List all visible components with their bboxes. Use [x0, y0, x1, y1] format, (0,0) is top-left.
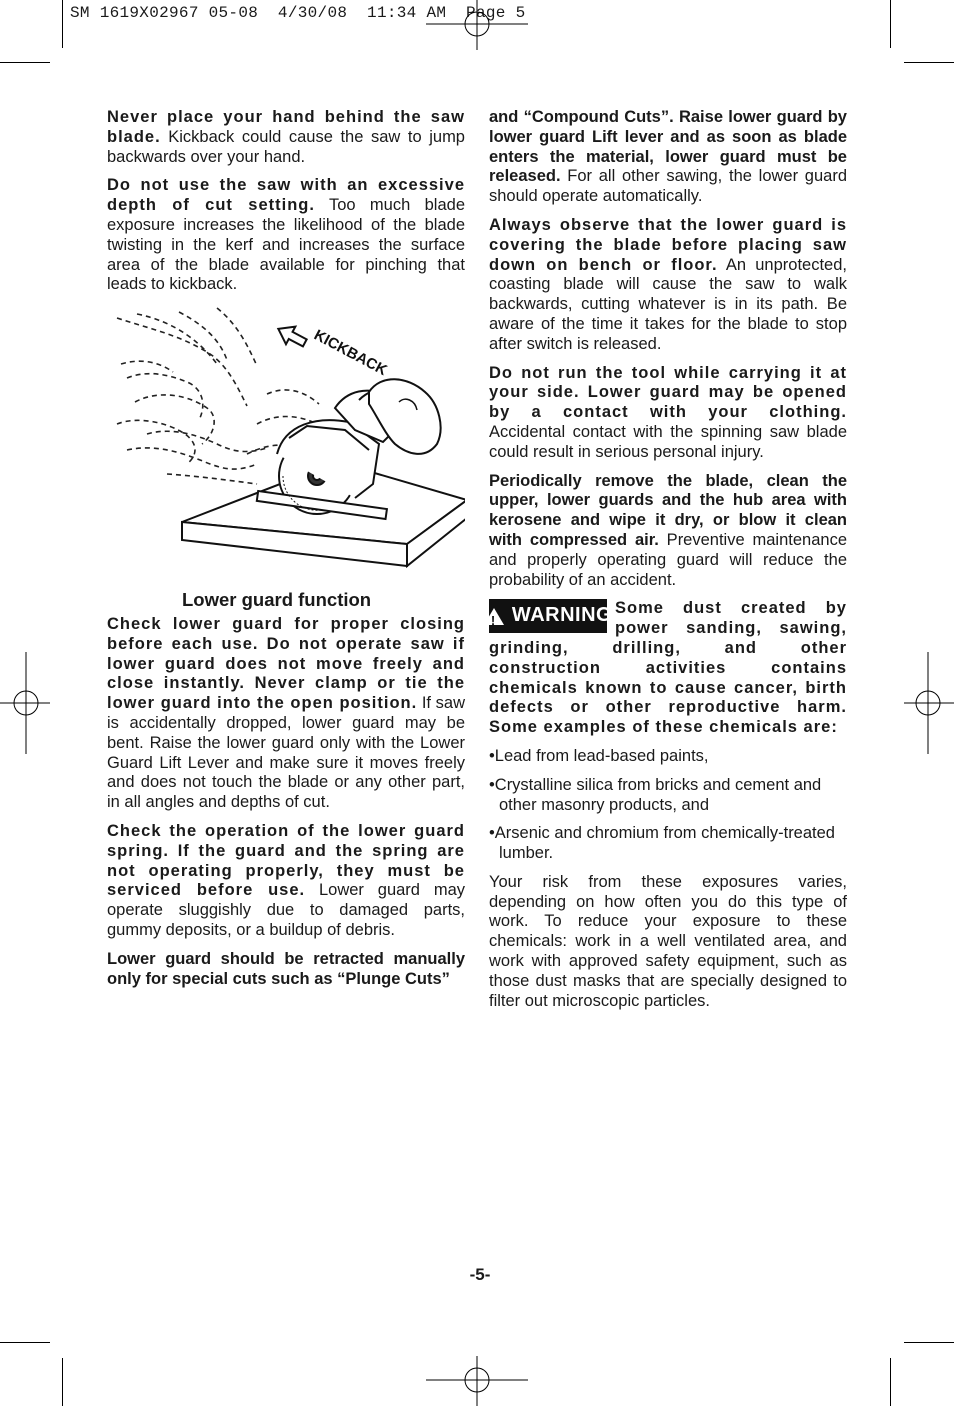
list-item: •Crystalline silica from bricks and cement and other masonry products, and [489, 775, 822, 814]
paragraph-exposure-risk: Your risk from these exposures varies, depending on how often you do this type of work. To reduce your exposure to these chemicals: work in a well ventilated area, and work with approved safety equipment, such as those dust masks that are specially designed to filter out microscopic particles. [489, 872, 847, 1010]
paragraph-lower-guard-spring: Check the operation of the lower guard spring. If the guard and the spring are not operating properly, they must be serviced before use. Lower guard may operate sluggishly due to damaged parts, gummy deposits, or a buildup of debris. [107, 821, 465, 939]
warning-badge: ! WARNING [489, 599, 607, 633]
left-column [107, 108, 465, 998]
warning-paragraph: ! WARNING Some dust created by power sanding, sawing, grinding, drilling, and other construction activities contains chemicals known to cause cancer, birth defects or other reproductive harm. Some examples of these chemicals are: [489, 599, 847, 738]
paragraph-carrying-tool: Do not run the tool while carrying it at your side. Lower guard may be opened by a contact with your clothing. Accidental contact with the spinning saw blade could result in serious personal injury. [489, 363, 847, 461]
registration-mark-bottom [426, 1354, 528, 1406]
kickback-label: KICKBACK [311, 326, 390, 380]
paragraph-check-lower-guard: Check lower guard for proper closing before each use. Do not operate saw if lower guard does not move freely and close instantly. Never clamp or tie the lower guard into the open position. If saw is accidentally dropped, lower guard may be bent. Raise the lower guard only with the Lower Guard Lift Lever and make sure it moves freely and does not touch the blade or any other part, in all angles and depths of cut. [107, 614, 465, 812]
paragraph-retract-manually: Lower guard should be retracted manually only for special cuts such as “Plunge Cuts” [107, 949, 465, 988]
list-item: •Arsenic and chromium from chemically-treated lumber. [489, 824, 835, 863]
section-heading-lower-guard: Lower guard function [182, 589, 372, 611]
registration-mark-right [902, 652, 954, 754]
list-item: •Lead from lead-based paints, [489, 746, 709, 765]
print-slug: SM 1619X02967 05-08 4/30/08 11:34 AM Page 5 [70, 4, 526, 22]
page-number: -5- [469, 1265, 491, 1284]
paragraph-compound-cuts: and “Compound Cuts”. Raise lower guard by lower guard Lift lever and as soon as blade enters the material, lower guard must be released. For all other sawing, the lower guard should operate automatically. [489, 108, 847, 206]
paragraph-hand-behind-blade: Never place your hand behind the saw blade. Kickback could cause the saw to jump backwards over your hand. [107, 108, 465, 166]
warning-triangle-icon: ! [484, 608, 504, 625]
chemicals-list [489, 747, 847, 864]
registration-mark-top [426, 0, 528, 52]
paragraph-observe-lower-guard: Always observe that the lower guard is covering the blade before placing saw down on bench or floor. An unprotected, coasting blade will cause the saw to walk backwards, cutting whatever is in its path. Be aware of the time it takes for the blade to stop after switch is released. [489, 215, 847, 353]
right-column [489, 108, 847, 1020]
registration-mark-left [0, 652, 52, 754]
paragraph-clean-blade: Periodically remove the blade, clean the upper, lower guards and the hub area with kerosene and wipe it dry, or blow it clean with compressed air. Preventive maintenance and properly operating guard will reduce the probability of an accident. [489, 471, 847, 589]
paragraph-depth-of-cut: Do not use the saw with an excessive depth of cut setting. Too much blade exposure increases the likelihood of the blade twisting in the kerf and increases the surface area of the blade available for pinching that leads to kickback. [107, 176, 465, 294]
kickback-illustration [107, 304, 465, 584]
